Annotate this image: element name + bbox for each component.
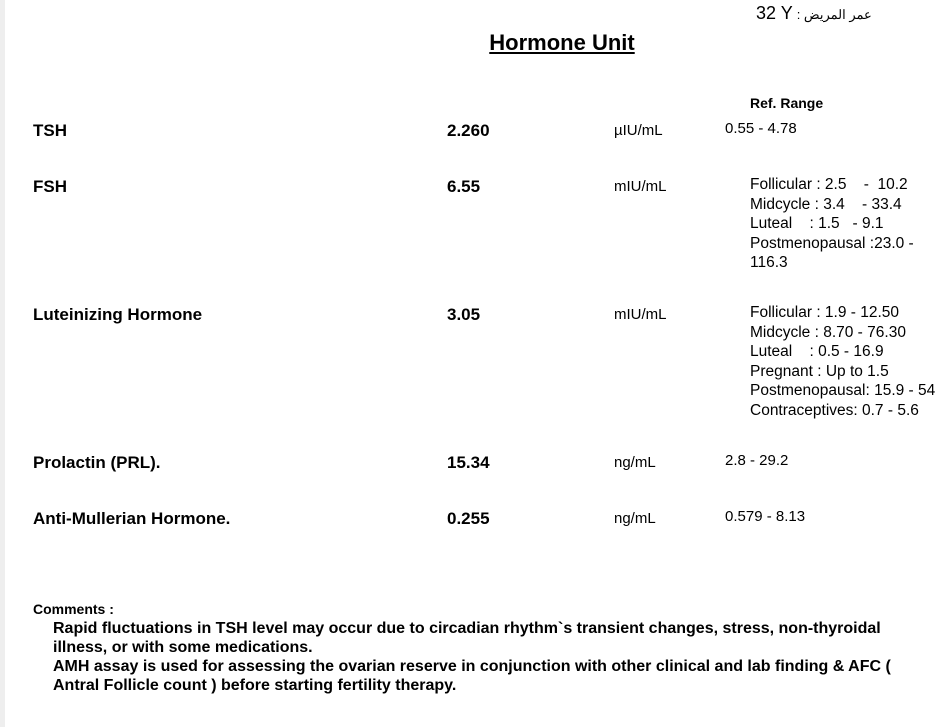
range-line: Luteal : 0.5 - 16.9 xyxy=(750,343,884,360)
page-left-edge xyxy=(0,0,5,727)
range-line: Follicular : 1.9 - 12.50 xyxy=(750,304,900,321)
patient-age-label: عمر المريض : xyxy=(796,7,872,22)
test-range-lh xyxy=(750,303,935,420)
patient-age-value: 32 Y xyxy=(756,3,793,23)
range-line: Follicular : 2.5 - 10.2 xyxy=(750,176,908,193)
test-range-amh: 0.579 - 8.13 xyxy=(725,508,806,525)
comments-label: Comments : xyxy=(33,601,114,617)
comments-body xyxy=(53,619,933,695)
comment-paragraph: AMH assay is used for assessing the ovarian reserve in conjunction with other clinical and lab finding & AFC ( Antral Follicle count ) before starting fertility therapy. xyxy=(53,658,891,694)
test-unit-amh: ng/mL xyxy=(614,510,656,527)
test-value-fsh: 6.55 xyxy=(447,177,481,196)
test-name-prolactin: Prolactin (PRL). xyxy=(33,453,161,472)
test-unit-lh: mIU/mL xyxy=(614,306,667,323)
range-line: Contraceptives: 0.7 - 5.6 xyxy=(750,401,919,419)
test-unit-fsh: mIU/mL xyxy=(614,178,667,195)
comment-paragraph: Rapid fluctuations in TSH level may occur due to circadian rhythm`s transient changes, stress, non-thyroidal illness, or with some medications. xyxy=(53,620,881,656)
range-line: Midcycle : 8.70 - 76.30 xyxy=(750,323,906,341)
ref-range-header: Ref. Range xyxy=(750,95,824,111)
test-range-tsh: 0.55 - 4.78 xyxy=(725,120,797,137)
test-value-tsh: 2.260 xyxy=(447,121,490,140)
test-unit-tsh: µIU/mL xyxy=(614,122,663,139)
range-line: Pregnant : Up to 1.5 xyxy=(750,362,889,380)
range-line: Luteal : 1.5 - 9.1 xyxy=(750,215,884,232)
test-name-amh: Anti-Mullerian Hormone. xyxy=(33,509,231,528)
range-line: Postmenopausal: 15.9 - 54 xyxy=(750,382,936,399)
test-value-lh: 3.05 xyxy=(447,305,481,324)
range-line: 116.3 xyxy=(750,254,788,271)
test-range-fsh xyxy=(750,175,914,273)
range-line: Midcycle : 3.4 - 33.4 xyxy=(750,195,902,213)
report-title: Hormone Unit xyxy=(489,30,635,55)
test-name-lh: Luteinizing Hormone xyxy=(33,305,203,324)
test-unit-prolactin: ng/mL xyxy=(614,454,656,471)
test-value-amh: 0.255 xyxy=(447,509,490,528)
test-name-fsh: FSH xyxy=(33,177,67,196)
test-value-prolactin: 15.34 xyxy=(447,453,490,472)
test-range-prolactin: 2.8 - 29.2 xyxy=(725,452,789,469)
range-line: Postmenopausal :23.0 - xyxy=(750,234,914,252)
patient-age xyxy=(756,3,872,24)
test-name-tsh: TSH xyxy=(33,121,67,140)
